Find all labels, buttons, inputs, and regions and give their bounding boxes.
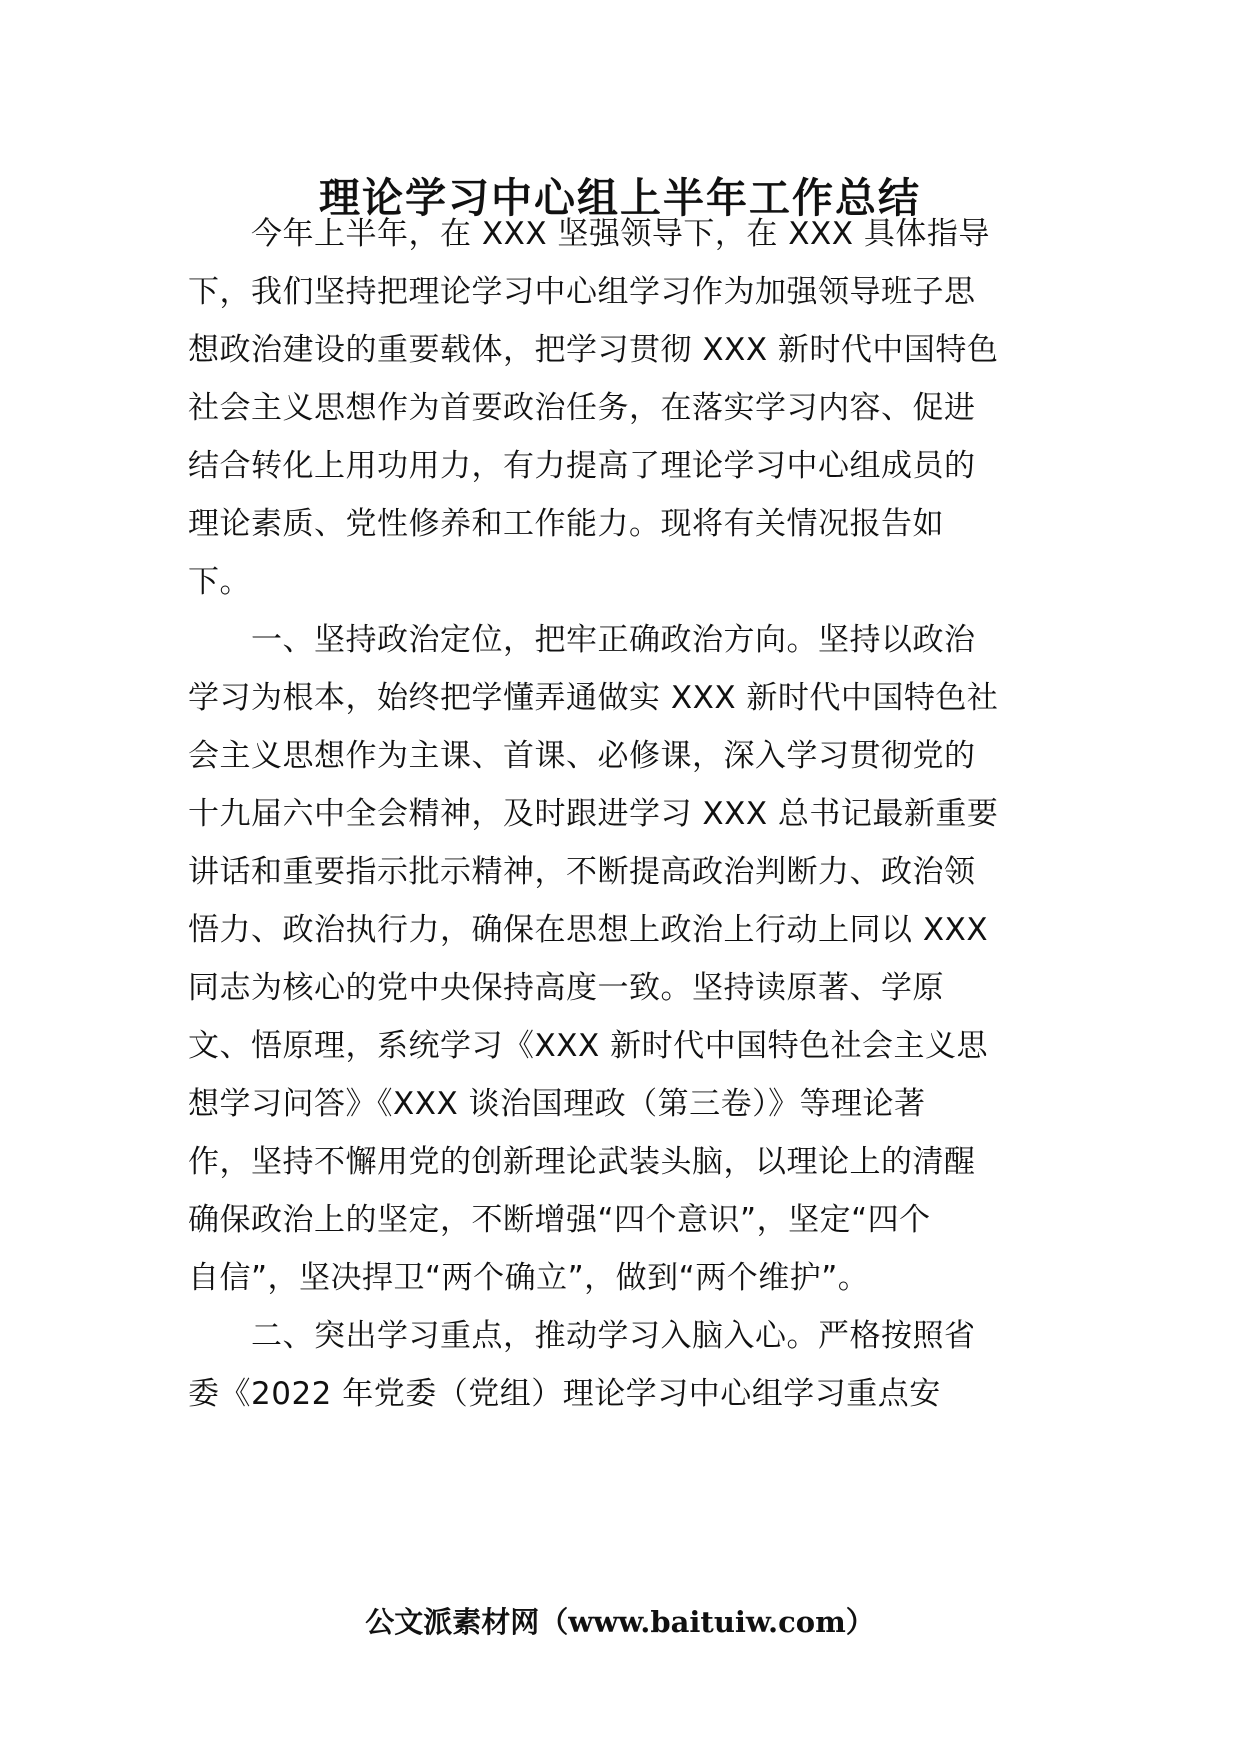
body-line: 下。 — [188, 564, 251, 600]
body-line: 社会主义思想作为首要政治任务，在落实学习内容、促进 — [188, 390, 976, 426]
body-line: 会主义思想作为主课、首课、必修课，深入学习贯彻党的 — [188, 738, 976, 774]
footer-watermark — [0, 1602, 1240, 1642]
body-line: 作，坚持不懈用党的创新理论武装头脑，以理论上的清醒 — [188, 1144, 976, 1180]
body-line: 理论素质、党性修养和工作能力。现将有关情况报告如 — [188, 506, 944, 542]
body-line: 结合转化上用功用力，有力提高了理论学习中心组成员的 — [188, 448, 976, 484]
body-line: 同志为核心的党中央保持高度一致。坚持读原著、学原 — [188, 970, 944, 1006]
body-line: 自信”，坚决捍卫“两个确立”，做到“两个维护”。 — [188, 1260, 870, 1296]
body-line: 确保政治上的坚定，不断增强“四个意识”，坚定“四个 — [188, 1202, 931, 1238]
body-line: 一、坚持政治定位，把牢正确政治方向。坚持以政治 — [251, 622, 976, 658]
footer-url[interactable]: （www.baituiw.com） — [539, 1605, 875, 1639]
body-line: 讲话和重要指示批示精神，不断提高政治判断力、政治领 — [188, 854, 976, 890]
document-title: 理论学习中心组上半年工作总结 — [319, 174, 921, 222]
body-line: 下，我们坚持把理论学习中心组学习作为加强领导班子思 — [188, 274, 976, 310]
body-line: 今年上半年，在 XXX 坚强领导下，在 XXX 具体指导 — [251, 216, 990, 252]
body-line: 十九届六中全会精神，及时跟进学习 XXX 总书记最新重要 — [188, 796, 999, 832]
body-line: 悟力、政治执行力，确保在思想上政治上行动上同以 XXX — [188, 912, 989, 948]
body-line: 二、突出学习重点，推动学习入脑入心。严格按照省 — [251, 1318, 976, 1354]
footer-site-name: 公文派素材网 — [365, 1605, 540, 1639]
body-line: 文、悟原理，系统学习《XXX 新时代中国特色社会主义思 — [188, 1028, 989, 1064]
body-line: 学习为根本，始终把学懂弄通做实 XXX 新时代中国特色社 — [188, 680, 999, 716]
body-line: 想政治建设的重要载体，把学习贯彻 XXX 新时代中国特色 — [188, 332, 999, 368]
body-line: 想学习问答》《XXX 谈治国理政（第三卷）》等理论著 — [188, 1086, 926, 1122]
body-line: 委《2022 年党委（党组）理论学习中心组学习重点安 — [188, 1376, 941, 1412]
